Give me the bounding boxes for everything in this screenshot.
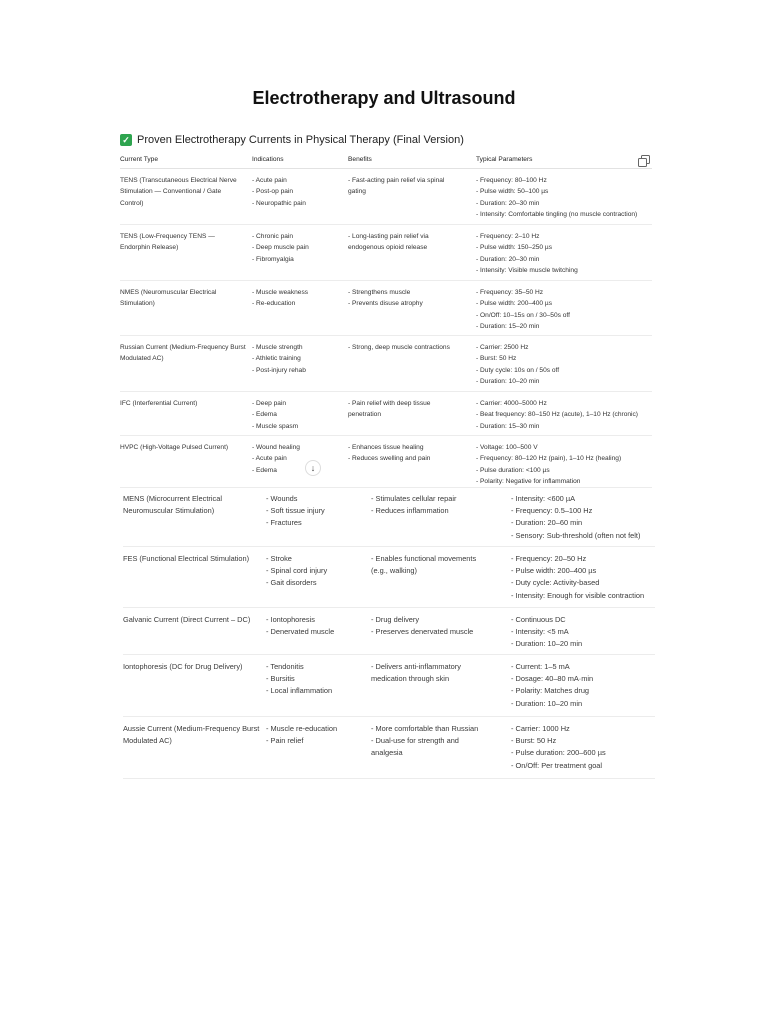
benefits-cell — [348, 442, 476, 487]
parameter-line: - Pulse width: 50–100 µs — [476, 188, 549, 196]
parameter-line: - Frequency: 20–50 Hz — [511, 554, 587, 563]
table-row — [123, 717, 655, 779]
current-type-text: Russian Current (Medium-Frequency Burst Modulated AC) — [120, 344, 246, 363]
parameters-cell — [476, 342, 652, 391]
current-type-text: FES (Functional Electrical Stimulation) — [123, 554, 250, 563]
parameter-line: - Frequency: 0.5–100 Hz — [511, 506, 593, 516]
parameter-line: - Intensity: Comfortable tingling (no muscle contraction) — [476, 210, 638, 218]
parameters-cell — [476, 442, 652, 487]
benefit-line: (e.g., walking) — [371, 566, 418, 576]
parameter-line: - Carrier: 2500 Hz — [476, 344, 529, 351]
parameter-line: - On/Off: Per treatment goal — [511, 760, 603, 770]
table-row — [120, 225, 652, 281]
table-row — [123, 487, 655, 547]
indication-line: - Acute pain — [252, 455, 287, 463]
benefit-line: medication through skin — [371, 674, 450, 684]
current-type-cell — [120, 175, 252, 224]
parameter-line: - Duty cycle: 10s on / 50s off — [476, 366, 560, 374]
table-header-row — [120, 154, 652, 169]
header-current-type: Current Type — [120, 156, 158, 163]
parameter-line: - Pulse width: 150–250 µs — [476, 244, 553, 252]
arrow-down-icon[interactable]: ↓ — [305, 460, 321, 476]
benefits-cell — [371, 614, 511, 654]
current-type-text: TENS (Transcutaneous Electrical Nerve Stimulation — Conventional / Gate Control) — [120, 177, 237, 207]
indication-line: - Edema — [252, 411, 277, 419]
parameters-cell — [511, 723, 655, 778]
parameters-cell — [511, 553, 655, 607]
benefits-cell — [348, 175, 476, 224]
parameter-line: - Duration: 15–20 min — [476, 322, 540, 330]
benefit-line: - Fast-acting pain relief via spinal — [348, 177, 445, 184]
section-heading — [120, 134, 464, 146]
current-type-cell — [120, 342, 252, 391]
benefit-line: - Pain relief with deep tissue — [348, 400, 431, 407]
indications-cell — [266, 723, 371, 778]
current-type-text: Galvanic Current (Direct Current – DC) — [123, 615, 251, 624]
page-title: Electrotherapy and Ultrasound — [252, 88, 516, 108]
current-type-cell — [120, 398, 252, 435]
benefit-line: - More comfortable than Russian — [371, 724, 479, 733]
current-type-text: Aussie Current (Medium-Frequency Burst Modulated AC) — [123, 724, 260, 746]
indication-line: - Bursitis — [266, 674, 295, 684]
benefit-line: analgesia — [371, 748, 403, 758]
benefits-cell — [371, 661, 511, 716]
table-row — [120, 436, 652, 488]
benefit-line: - Strong, deep muscle contractions — [348, 344, 450, 351]
indication-line: - Local inflammation — [266, 686, 333, 696]
parameter-line: - Pulse duration: <100 µs — [476, 466, 550, 474]
parameters-cell — [511, 661, 655, 716]
indications-cell — [266, 493, 371, 546]
parameters-cell — [511, 614, 655, 654]
current-type-cell — [123, 723, 266, 778]
indication-line: - Deep pain — [252, 400, 287, 407]
benefits-cell — [371, 553, 511, 607]
header-benefits: Benefits — [348, 156, 372, 163]
currents-table-continued — [123, 487, 655, 779]
current-type-cell — [123, 614, 266, 654]
benefits-cell — [348, 287, 476, 335]
indication-line: - Pain relief — [266, 736, 304, 746]
parameter-line: - Duration: 15–30 min — [476, 422, 540, 430]
benefit-line: - Preserves denervated muscle — [371, 627, 474, 637]
benefit-line: - Reduces inflammation — [371, 506, 449, 516]
parameter-line: - Duration: 20–30 min — [476, 255, 540, 263]
indication-line: - Wounds — [266, 494, 298, 503]
header-indications: Indications — [252, 156, 284, 163]
benefit-line: penetration — [348, 411, 381, 419]
indication-line: - Post-op pain — [252, 188, 294, 196]
indications-cell — [266, 661, 371, 716]
table-row — [123, 547, 655, 608]
parameter-line: - Duration: 20–60 min — [511, 518, 583, 528]
parameter-line: - Voltage: 100–500 V — [476, 444, 538, 451]
indication-line: - Muscle strength — [252, 344, 303, 351]
current-type-text: HVPC (High-Voltage Pulsed Current) — [120, 444, 229, 451]
current-type-text: MENS (Microcurrent Electrical Neuromuscular Stimulation) — [123, 494, 222, 516]
indication-line: - Re-education — [252, 300, 296, 308]
benefit-line: endogenous opioid release — [348, 244, 428, 252]
indication-line: - Spinal cord injury — [266, 566, 328, 576]
indication-line: - Acute pain — [252, 177, 287, 184]
indication-line: - Muscle spasm — [252, 422, 299, 430]
parameter-line: - Duration: 10–20 min — [511, 639, 583, 649]
current-type-cell — [123, 661, 266, 716]
parameter-line: - Polarity: Matches drug — [511, 686, 590, 696]
benefit-line: - Enhances tissue healing — [348, 444, 424, 451]
section-heading-text: Proven Electrotherapy Currents in Physical Therapy (Final Version) — [137, 134, 464, 146]
benefits-cell — [348, 231, 476, 280]
parameters-cell — [476, 175, 652, 224]
benefit-line: - Strengthens muscle — [348, 289, 411, 296]
indication-line: - Denervated muscle — [266, 627, 335, 637]
benefit-line: - Enables functional movements — [371, 554, 477, 563]
benefits-cell — [348, 398, 476, 435]
parameter-line: - Sensory: Sub-threshold (often not felt) — [511, 530, 641, 540]
indications-cell — [252, 175, 348, 224]
current-type-text: NMES (Neuromuscular Electrical Stimulation) — [120, 289, 217, 308]
indication-line: - Post-injury rehab — [252, 366, 306, 374]
indication-line: - Chronic pain — [252, 233, 294, 240]
parameter-line: - Pulse width: 200–400 µs — [511, 566, 597, 576]
parameter-line: - Intensity: <600 µA — [511, 494, 576, 503]
indication-line: - Stroke — [266, 554, 292, 563]
benefit-line: - Stimulates cellular repair — [371, 494, 457, 503]
benefit-line: - Dual-use for strength and — [371, 736, 459, 746]
indication-line: - Fractures — [266, 518, 302, 528]
parameter-line: - Intensity: <5 mA — [511, 627, 569, 637]
parameter-line: - Beat frequency: 80–150 Hz (acute), 1–10 Hz (chronic) — [476, 411, 638, 419]
table-row — [120, 336, 652, 392]
current-type-cell — [120, 231, 252, 280]
current-type-cell — [120, 442, 252, 487]
table-row — [123, 655, 655, 717]
indications-cell — [252, 287, 348, 335]
indication-line: - Athletic training — [252, 355, 301, 363]
parameters-cell — [476, 287, 652, 335]
parameter-line: - Current: 1–5 mA — [511, 662, 570, 671]
parameter-line: - Duty cycle: Activity-based — [511, 578, 600, 588]
parameter-line: - Polarity: Negative for inflammation — [476, 477, 581, 485]
parameters-cell — [476, 231, 652, 280]
benefit-line: - Drug delivery — [371, 615, 420, 624]
parameter-line: - Frequency: 80–100 Hz — [476, 177, 547, 184]
indication-line: - Gait disorders — [266, 578, 317, 588]
indication-line: - Neuropathic pain — [252, 199, 306, 207]
table-row — [123, 608, 655, 655]
currents-table — [120, 154, 652, 488]
indication-line: - Deep muscle pain — [252, 244, 309, 252]
parameter-line: - Carrier: 4000–5000 Hz — [476, 400, 547, 407]
benefit-line: - Reduces swelling and pain — [348, 455, 431, 463]
parameter-line: - Pulse width: 200–400 µs — [476, 300, 553, 308]
indication-line: - Fibromyalgia — [252, 255, 294, 263]
indication-line: - Soft tissue injury — [266, 506, 325, 516]
indications-cell — [266, 614, 371, 654]
parameter-line: - Burst: 50 Hz — [476, 355, 517, 363]
check-box-icon: ✓ — [120, 134, 132, 146]
parameters-cell — [511, 493, 655, 546]
indication-line: - Tendonitis — [266, 662, 304, 671]
parameter-line: - Duration: 10–20 min — [511, 698, 583, 708]
current-type-cell — [123, 553, 266, 607]
benefit-line: - Delivers anti-inflammatory — [371, 662, 461, 671]
indication-line: - Iontophoresis — [266, 615, 315, 624]
current-type-text: IFC (Interferential Current) — [120, 400, 198, 407]
benefits-cell — [371, 723, 511, 778]
parameter-line: - Duration: 20–30 min — [476, 199, 540, 207]
table-row — [120, 392, 652, 436]
indications-cell — [266, 553, 371, 607]
indications-cell — [252, 398, 348, 435]
parameter-line: - Frequency: 35–50 Hz — [476, 289, 544, 296]
current-type-cell — [120, 287, 252, 335]
indications-cell — [252, 342, 348, 391]
header-typical-parameters: Typical Parameters — [476, 156, 533, 163]
parameter-line: - Pulse duration: 200–600 µs — [511, 748, 606, 758]
parameter-line: - Frequency: 80–120 Hz (pain), 1–10 Hz (healing) — [476, 455, 622, 463]
benefits-cell — [348, 342, 476, 391]
current-type-text: Iontophoresis (DC for Drug Delivery) — [123, 662, 243, 671]
parameter-line: - Frequency: 2–10 Hz — [476, 233, 540, 240]
indications-cell — [252, 231, 348, 280]
table-row — [120, 169, 652, 225]
parameter-line: - Continuous DC — [511, 615, 566, 624]
parameter-line: - Duration: 10–20 min — [476, 377, 540, 385]
benefits-cell — [371, 493, 511, 546]
current-type-text: TENS (Low-Frequency TENS — Endorphin Release) — [120, 233, 215, 252]
current-type-cell — [123, 493, 266, 546]
parameter-line: - Dosage: 40–80 mA·min — [511, 674, 594, 684]
indication-line: - Muscle weakness — [252, 289, 309, 296]
parameter-line: - Intensity: Enough for visible contraction — [511, 590, 645, 600]
parameter-line: - Intensity: Visible muscle twitching — [476, 266, 578, 274]
parameters-cell — [476, 398, 652, 435]
indication-line: - Muscle re-education — [266, 724, 338, 733]
parameter-line: - Carrier: 1000 Hz — [511, 724, 570, 733]
benefit-line: - Long-lasting pain relief via — [348, 233, 429, 240]
table-body — [120, 169, 652, 488]
parameter-line: - Burst: 50 Hz — [511, 736, 557, 746]
parameter-line: - On/Off: 10–15s on / 30–50s off — [476, 311, 570, 319]
benefit-line: gating — [348, 188, 366, 196]
table-body-continued — [123, 487, 655, 779]
table-row — [120, 281, 652, 336]
benefit-line: - Prevents disuse atrophy — [348, 300, 423, 308]
indication-line: - Edema — [252, 466, 277, 474]
indication-line: - Wound healing — [252, 444, 300, 451]
indications-cell — [252, 442, 348, 487]
